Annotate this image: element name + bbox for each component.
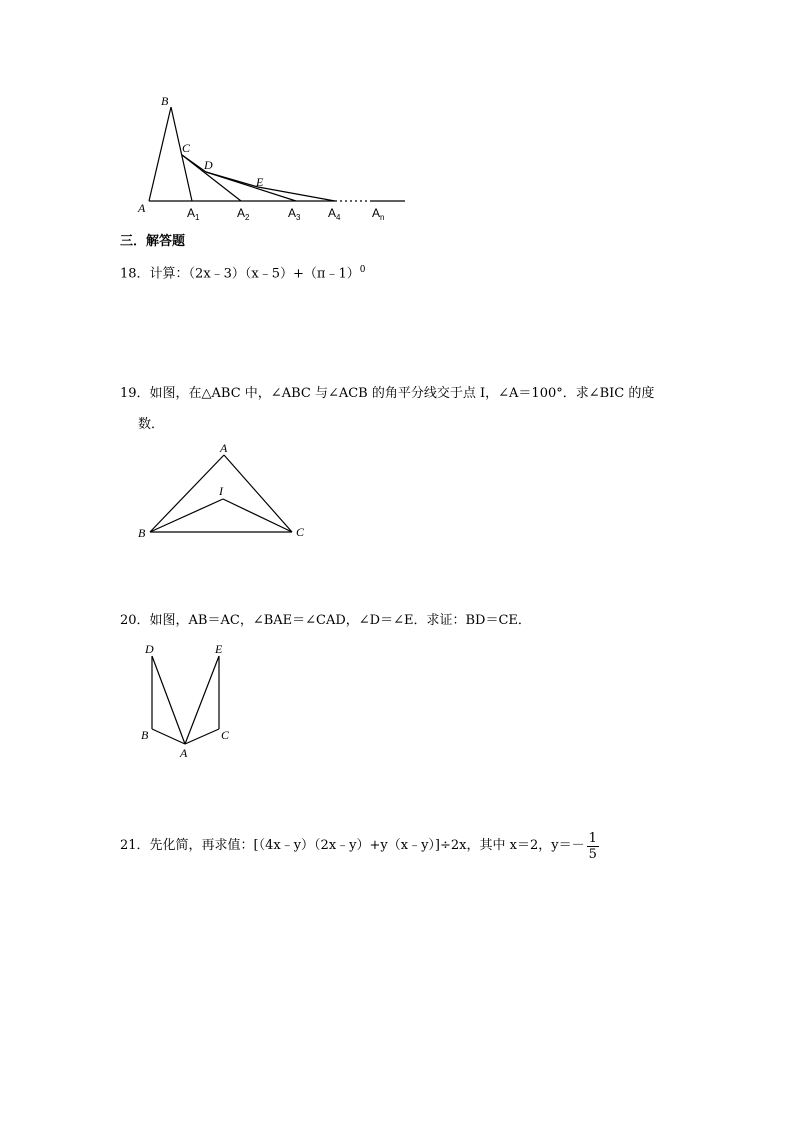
side-AC [224,455,292,532]
fraction-denominator: 5 [588,846,597,862]
label-An: $A_n$ [372,206,385,222]
question-19-line1: 19．如图，在△ABC 中，∠ABC 与∠ACB 的角平分线交于点 I，∠A＝100°．求∠BIC 的度 [120,386,655,401]
label-A2: $A_2$ [237,206,250,222]
label-A3: $A_3$ [288,206,301,222]
side-AB [150,455,224,532]
label-E: E [256,175,264,189]
fraction-numerator: 1 [588,830,597,846]
label-B: B [141,728,149,742]
segment-AB [149,107,171,201]
label-D: D [145,642,154,656]
label-B: B [161,94,169,108]
label-A: A [180,746,188,760]
segment-CD [182,155,206,172]
label-E: E [215,642,223,656]
bisector-CI [223,499,292,532]
label-I: I [219,484,223,498]
label-A: A [138,201,146,215]
figure-triangle-chain [130,90,420,225]
question-18 [120,261,365,283]
fraction [587,831,599,862]
bisector-BI [150,499,223,532]
section-heading: 三．解答题 [120,234,186,249]
label-A4: $A_4$ [328,206,341,222]
label-A1: $A_1$ [187,206,200,222]
question-21 [120,828,599,864]
question-19-line2: 数． [138,417,165,432]
label-C: C [221,728,230,742]
label-D: D [204,158,213,172]
label-C: C [182,141,191,155]
figure-quadrilateral [135,638,245,763]
question-20: 20．如图，AB＝AC，∠BAE＝∠CAD，∠D＝∠E．求证：BD＝CE． [120,613,531,628]
question-18-text: 18．计算：（2x﹣3）（x﹣5）+（π﹣1） [120,266,360,282]
question-21-text: 21．先化简，再求值：[（4x﹣y）（2x﹣y）+y（x﹣y）]÷2x，其中 x＝2，y＝－ [120,838,585,853]
label-C: C [296,525,305,539]
label-A: A [220,441,228,455]
question-18-exponent: 0 [359,265,366,275]
label-B: B [138,526,146,540]
segment-EA4 [258,187,335,201]
figure-triangle-ABC [130,435,320,545]
